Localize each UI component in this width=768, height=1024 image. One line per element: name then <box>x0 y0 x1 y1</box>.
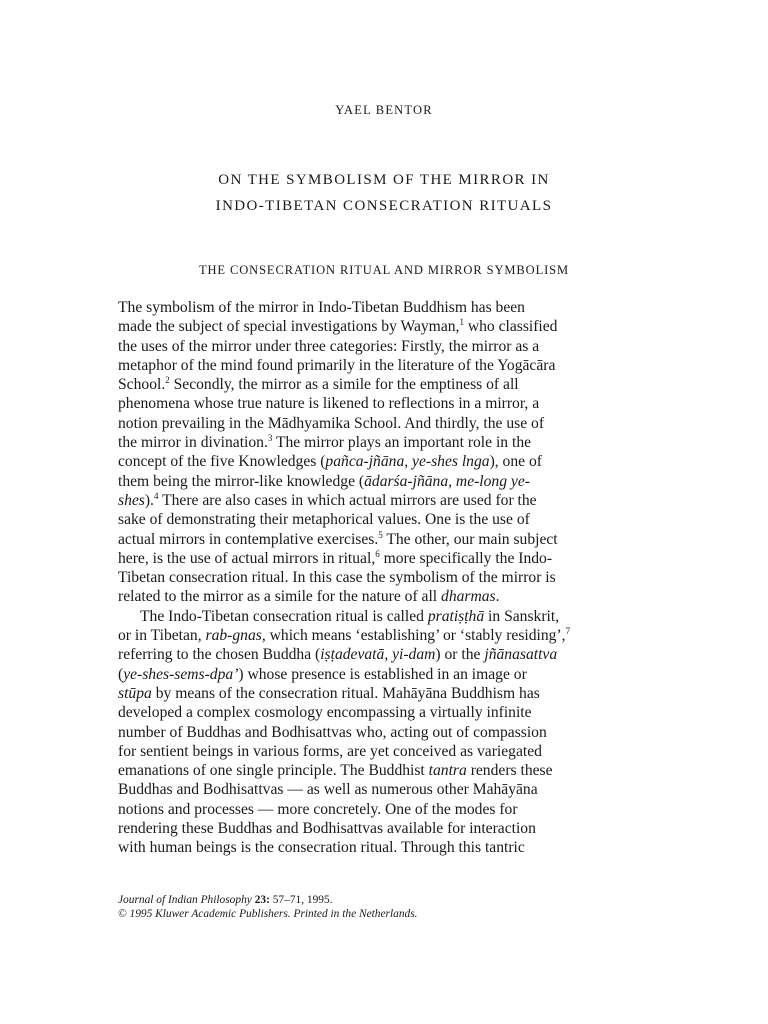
footnote-marker[interactable]: 7 <box>565 626 571 637</box>
text-line <box>118 742 658 761</box>
text-span: . <box>495 588 500 606</box>
text-span: Secondly, the mirror as a simile for the emptiness of all <box>169 376 519 394</box>
italic-term: stūpa <box>118 684 152 702</box>
text-span: ). <box>144 491 154 509</box>
text-span: ) whose presence is established in an image or <box>238 665 527 683</box>
text-span: metaphor of the mind found primarily in the literature of the Yogācāra <box>118 356 556 374</box>
text-line <box>118 665 658 684</box>
text-span: ( <box>118 665 124 683</box>
text-line <box>118 838 658 857</box>
text-span: Tibetan consecration ritual. In this case the symbolism of the mirror is <box>118 569 556 587</box>
text-span: by means of the consecration ritual. Mahāyāna Buddhism has <box>151 684 540 702</box>
author-name: YAEL BENTOR <box>335 103 433 117</box>
text-span: the mirror in divination. <box>118 434 268 452</box>
text-line <box>118 414 658 433</box>
journal-pages-year: 57–71, 1995. <box>269 894 333 906</box>
text-span: emanations of one single principle. The Buddhist <box>118 762 429 780</box>
text-line <box>118 356 658 375</box>
article-body <box>118 298 658 858</box>
text-span: made the subject of special investigations by Wayman, <box>118 318 460 336</box>
text-line <box>118 780 658 799</box>
text-line <box>118 394 658 413</box>
text-span: sake of demonstrating their metaphorical values. One is the use of <box>118 511 530 529</box>
text-line <box>118 761 658 780</box>
journal-name: Journal of Indian Philosophy <box>118 894 252 906</box>
text-span: , which means ‘establishing’ or ‘stably residing’, <box>261 627 566 645</box>
publication-footer <box>118 893 658 921</box>
text-span: number of Buddhas and Bodhisattvas who, acting out of compassion <box>118 723 547 741</box>
text-span: with human beings is the consecration ritual. Through this tantric <box>118 839 525 857</box>
title-line-1: ON THE SYMBOLISM OF THE MIRROR IN <box>218 172 550 188</box>
italic-term: pratiṣṭhā <box>427 607 485 625</box>
italic-term: pañca-jñāna, ye-shes lnga <box>325 453 490 471</box>
italic-term: tantra <box>428 762 467 780</box>
text-line <box>118 375 658 394</box>
italic-term: shes <box>118 491 145 509</box>
text-line <box>118 549 658 568</box>
text-span: actual mirrors in contemplative exercises. <box>118 530 379 548</box>
text-span: the uses of the mirror under three categories: Firstly, the mirror as a <box>118 337 540 355</box>
italic-term: ādarśa-jñāna, me-long ye- <box>364 472 530 490</box>
text-line <box>118 607 658 626</box>
text-span: The other, our main subject <box>382 530 558 548</box>
italic-term: rab-gnas <box>205 627 262 645</box>
text-span: them being the mirror-like knowledge ( <box>118 472 365 490</box>
text-line <box>118 684 658 703</box>
footnote-marker[interactable]: 2 <box>165 375 170 386</box>
text-line <box>118 703 658 722</box>
text-line <box>118 819 658 838</box>
italic-term: jñānasattva <box>484 646 558 664</box>
text-line <box>118 433 658 452</box>
text-span: for sentient beings in various forms, are yet conceived as variegated <box>118 742 542 760</box>
text-line <box>118 510 658 529</box>
text-span: The Indo-Tibetan consecration ritual is called <box>140 607 428 625</box>
text-span: who classified <box>463 318 558 336</box>
text-span: referring to the chosen Buddha ( <box>118 646 321 664</box>
text-span: notions and processes — more concretely. One of the modes for <box>118 800 518 818</box>
text-line <box>118 800 658 819</box>
text-span: related to the mirror as a simile for the nature of all <box>118 588 442 606</box>
text-span: ), one of <box>489 453 542 471</box>
section-heading: THE CONSECRATION RITUAL AND MIRROR SYMBOLISM <box>198 263 570 277</box>
text-line <box>118 298 658 317</box>
title-line-2: INDO-TIBETAN CONSECRATION RITUALS <box>215 198 553 214</box>
text-span: notion prevailing in the Mādhyamika School. And thirdly, the use of <box>118 414 545 432</box>
journal-volume: 23: <box>254 894 270 906</box>
text-span: rendering these Buddhas and Bodhisattvas available for interaction <box>118 820 536 838</box>
journal-citation <box>118 893 658 907</box>
text-span: School. <box>118 376 166 394</box>
text-span: developed a complex cosmology encompassing a virtually infinite <box>118 704 532 722</box>
text-line <box>118 472 658 491</box>
italic-term: dharmas <box>441 588 496 606</box>
text-line <box>118 645 658 664</box>
text-span: concept of the five Knowledges ( <box>118 453 326 471</box>
text-span: renders these <box>466 762 553 780</box>
text-span: here, is the use of actual mirrors in ritual, <box>118 549 376 567</box>
footnote-marker[interactable]: 3 <box>267 433 273 444</box>
italic-term: iṣṭadevatā, yi-dam <box>320 646 436 664</box>
text-span: The symbolism of the mirror in Indo-Tibetan Buddhism has been <box>118 299 525 316</box>
footnote-marker[interactable]: 5 <box>378 529 383 540</box>
text-span: ) or the <box>435 646 485 664</box>
text-line <box>118 587 658 606</box>
text-line <box>118 491 658 510</box>
text-span: more specifically the Indo- <box>379 549 553 567</box>
text-line <box>118 317 658 336</box>
text-span: The mirror plays an important role in the <box>272 434 532 452</box>
text-span: or in Tibetan, <box>118 627 206 645</box>
footnote-marker[interactable]: 1 <box>459 317 464 328</box>
text-span: There are also cases in which actual mirrors are used for the <box>158 491 537 509</box>
article-title <box>0 167 768 219</box>
text-line <box>118 723 658 742</box>
text-span: phenomena whose true nature is likened to reflections in a mirror, a <box>118 395 540 413</box>
text-span: in Sanskrit, <box>484 607 560 625</box>
text-line <box>118 530 658 549</box>
text-line <box>118 337 658 356</box>
footnote-marker[interactable]: 4 <box>153 490 159 501</box>
text-line <box>118 626 658 645</box>
text-line <box>118 452 658 471</box>
footnote-marker[interactable]: 6 <box>375 548 380 559</box>
copyright-notice: © 1995 Kluwer Academic Publishers. Printed in the Netherlands. <box>118 908 418 920</box>
italic-term: ye-shes-sems-dpa’ <box>123 665 239 683</box>
text-span: Buddhas and Bodhisattvas — as well as numerous other Mahāyāna <box>118 781 538 799</box>
text-line <box>118 568 658 587</box>
